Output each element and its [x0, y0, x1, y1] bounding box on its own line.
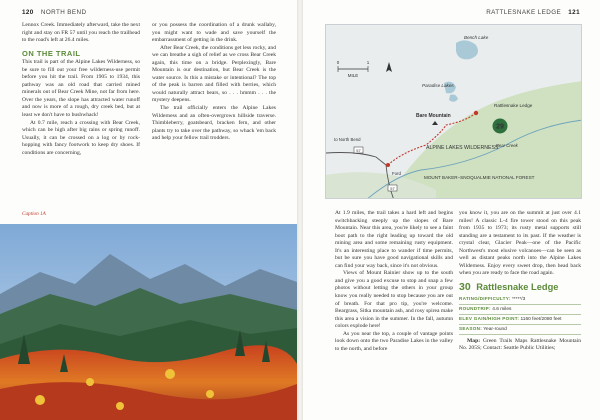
right-page-number: 121	[568, 9, 580, 16]
info-value: *****/3	[511, 296, 526, 302]
info-value: 4.6 miles	[492, 306, 512, 312]
info-line	[459, 305, 581, 315]
left-header-section: NORTH BEND	[40, 9, 87, 16]
right-column-1	[335, 210, 453, 353]
body-paragraph: At 1.9 miles, the trail takes a hard left and begins switchbacking steeply up the slopes of Bare Mountain. Near this area, you're likely to see a faint boot path to the right leading up toward the old mining area and some remaining rusty equipment. It's an interesting place to wander if time permits, but be sure you have good navigational skills and can find your way back, since it's not obvious.	[335, 210, 453, 269]
info-label: ELEV GAIN/HIGH POINT:	[459, 316, 520, 322]
scale-unit-label: MILE	[347, 73, 359, 78]
hike-number: 30	[459, 280, 471, 293]
right-column-2	[459, 210, 581, 353]
info-label: RATING/DIFFICULTY:	[459, 295, 511, 301]
maps-label: Map:	[467, 337, 481, 344]
left-column-2	[152, 22, 276, 143]
info-line	[459, 294, 581, 304]
paradise-lake-shape	[449, 95, 458, 102]
maps-paragraph	[459, 338, 581, 353]
road-number-label: 57	[356, 147, 361, 153]
summit-point	[474, 111, 478, 115]
left-page	[0, 0, 297, 420]
wilderness-area	[386, 81, 582, 199]
left-column-1	[22, 22, 140, 157]
bear-creek-label: Bear Creek	[496, 143, 518, 148]
bench-lake-shape	[456, 40, 478, 59]
intro-paragraph: Lennox Creek. Immediately afterward, take the next right and stay on FR 57 until you reach the trailhead to the road's left at 26.4 miles.	[22, 22, 140, 44]
road-line	[326, 153, 386, 166]
body-paragraph: The trail officially enters the Alpine Lakes Wilderness and an often-overgrown hillside traverse. Thimbleberry, goatsbeard, bracken fern, and other plants try to take over the pathway, so whack 'em back and help your fellow trail trodders.	[152, 105, 276, 142]
info-value: Year-round	[483, 327, 507, 333]
wilderness-label: ALPINE LAKES WILDERNESS	[426, 145, 499, 151]
body-paragraph: or you possess the coordination of a drunk wallaby, you might want to wade and save yourself the embarrassment of getting in the drink.	[152, 22, 276, 44]
trailhead-point	[386, 163, 390, 167]
section-heading: ON THE TRAIL	[22, 48, 81, 58]
map-scale	[337, 60, 370, 78]
body-paragraph: Views of Mount Rainier show up to the south and give you a good excuse to stop and snap a few photos without letting the others in your group know you really needed to stop because you are out of breath. For that pro tip, you're welcome. Beargrass, Sitka mountain ash, and rosy spirea make this area a vision in the summer. In the fall, autumn colors explode here!	[335, 270, 453, 330]
left-page-number: 120	[22, 9, 34, 16]
left-running-header	[22, 9, 86, 16]
body-paragraph: As you near the top, a couple of vantage points look down onto the two Paradise Lakes in the valley to the north, and before	[335, 330, 453, 352]
north-arrow-icon	[386, 62, 392, 72]
bench-lake-label: Bench Lake	[464, 35, 489, 40]
info-label: SEASON:	[459, 326, 483, 332]
right-page	[303, 0, 600, 420]
maps-text: Green Trails Maps Rattlesnake Mountain No. 205S; Contact: Seattle Public Utilities;	[459, 337, 581, 352]
body-paragraph: After Bear Creek, the conditions get less rocky, and we can breathe a sigh of relief as we cross Bear Creek again, this time on a bridge. Perplexingly, Bare Mountain is our destination, but Bear Creek is the water source. Is this a mistake or intentional? The top of the peak is barren and filled with berries, which would naturally attract bears, so . . . hmmm . . . the mystery deepens.	[152, 44, 276, 104]
ford-label: Ford	[392, 171, 401, 176]
peak-icon	[432, 121, 438, 125]
bare-mountain-label: Bare Mountain	[416, 113, 451, 119]
info-line	[459, 325, 581, 335]
hike-heading	[459, 280, 581, 293]
to-north-bend-label: to North Bend	[334, 137, 361, 142]
rattlesnake-ledge-map-label: Rattlesnake Ledge	[494, 103, 533, 108]
trail-map	[325, 24, 582, 199]
body-paragraph: you know it, you are on the summit at just over 4.1 miles! A classic L-4 fire tower stood on this peak from 1935 to 1973; its rusty metal supports still standing are a testament to its past. If the weather is crystal clear, Glacier Peak—one of the Pacific Northwest's most elusive volcanoes—can be seen as well as distant peaks north into the Alpine Lakes Wilderness. Enjoy every sweet drop, then head back when you are ready to face the road again.	[459, 210, 581, 277]
autumn-mountain-photo	[0, 224, 297, 420]
photo-illustration	[0, 224, 297, 420]
hike-info-block	[459, 294, 581, 334]
right-running-header	[486, 9, 580, 16]
body-paragraph: At 0.7 mile, reach a crossing with Bear Creek, which can be high after big rains or spring runoff. Usually, it can be crossed on a log or by rock-hopping with fancy footwork to keep dry shoes. If conditions are concerning,	[22, 119, 140, 156]
info-label: ROUNDTRIP:	[459, 305, 491, 311]
hike-title: Rattlesnake Ledge	[476, 281, 559, 292]
map-illustration	[326, 25, 582, 199]
photo-caption: Caption 1A	[22, 211, 46, 217]
right-header-section: RATTLESNAKE LEDGE	[486, 9, 562, 16]
body-paragraph: This trail is part of the Alpine Lakes Wilderness, so be sure to fill out your free wilderness-use permit before you hit the trail. From 1905 to 1934, this pathway was an old road that carried mined minerals out of Bear Creek Mine, not far from here. Over the years, the slope has attracted water runoff and now is more of a rough, dry creek bed, but at least we don't have to bushwhack!	[22, 59, 140, 119]
road-number-label: 57	[390, 185, 395, 191]
info-line	[459, 315, 581, 325]
scale-zero-label: 0	[336, 60, 340, 65]
scale-one-label: 1	[366, 60, 370, 65]
info-value: 1160 feet/2080 feet	[520, 317, 562, 323]
hike-number-label: 29	[496, 123, 504, 131]
paradise-lakes-label: Paradise Lakes	[422, 83, 454, 88]
national-forest-label: MOUNT BAKER–SNOQUALMIE NATIONAL FOREST	[424, 175, 535, 180]
